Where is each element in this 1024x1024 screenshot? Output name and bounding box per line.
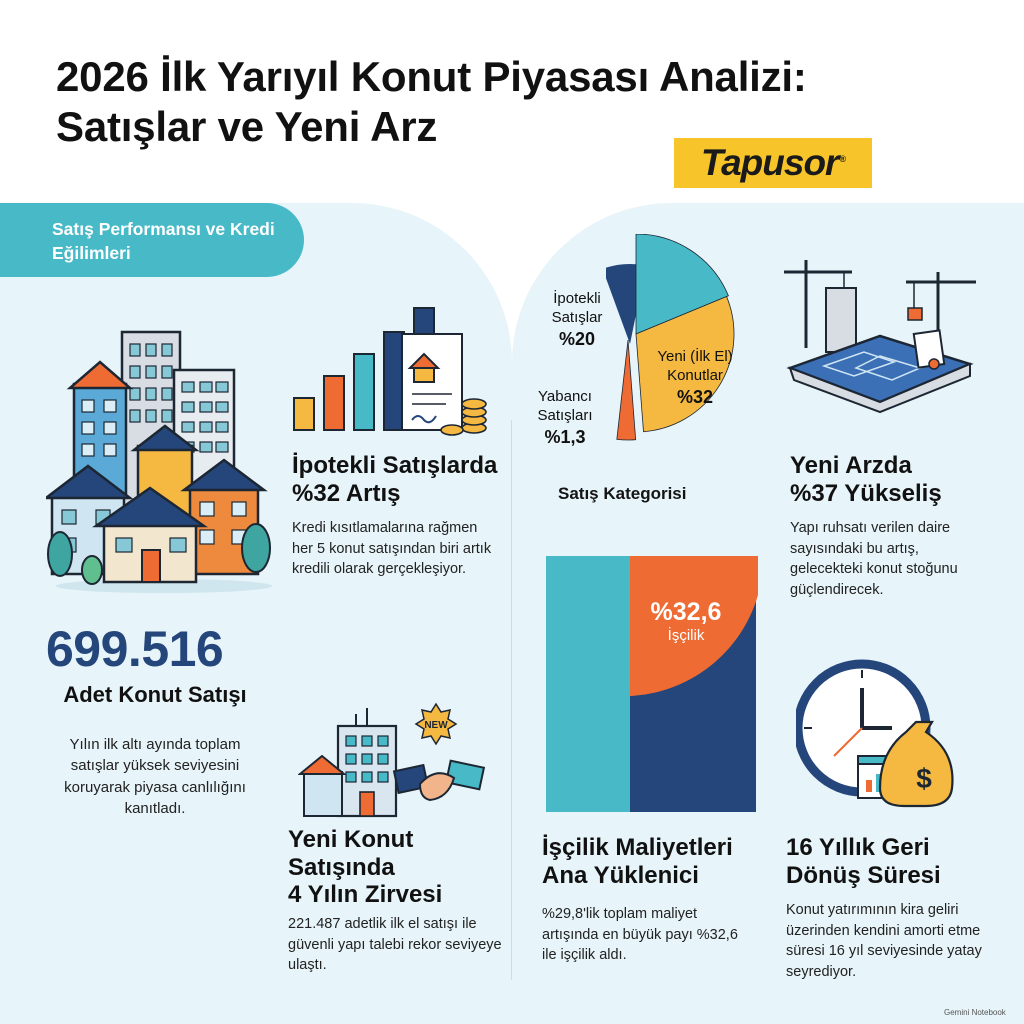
mortgage-title: İpotekli Satışlarda %32 Artış	[292, 452, 498, 507]
supply-description: Yapı ruhsatı verilen daire sayısındaki bu artış, gelecekteki konut stoğunu güçlendirecek.	[790, 520, 958, 598]
sales-total-number: 699.516	[46, 621, 224, 677]
sales-category-pie-chart	[606, 234, 776, 456]
sales-category-caption: Satış Kategorisi	[558, 484, 687, 503]
clock-money-illustration	[796, 656, 960, 814]
pie-label-new-homes: Yeni (İlk El) Konutlar %32	[657, 348, 733, 407]
new-home-title: Yeni Konut Satışında 4 Yılın Zirvesi	[288, 826, 443, 909]
pie-slice-2	[617, 340, 636, 440]
city-buildings-illustration	[46, 326, 272, 594]
pie-label-foreign: Yabancı Satışları %1,3	[537, 388, 593, 447]
labor-total-bar	[546, 556, 630, 812]
svg-text:$: $	[916, 763, 932, 794]
tapusor-logo	[674, 138, 872, 188]
new-home-handshake-illustration	[298, 702, 488, 820]
labor-value: %32,6 İşçilik	[650, 598, 722, 644]
sales-total-description: Yılın ilk altı ayında toplam satışlar yüksek seviyesini koruyarak piyasa canlılığını kanıtladı.	[64, 736, 246, 817]
payback-description: Konut yatırımının kira geliri üzerinden kendini amorti etme süresi 16 yıl seviyesinde yatay seyrediyor.	[786, 902, 982, 980]
new-badge: NEW	[424, 720, 448, 731]
payback-title: 16 Yıllık Geri Dönüş Süresi	[786, 834, 941, 889]
new-home-description: 221.487 adetlik ilk el satışı ile güvenli yapı talebi rekor seviyeye ulaştı.	[288, 916, 502, 974]
labor-cost-chart	[544, 540, 758, 814]
title-line-1: 2026 İlk Yarıyıl Konut Piyasası Analizi:	[56, 53, 807, 100]
logo-text: Tapusor®	[700, 142, 846, 183]
footer-credit: Gemini Notebook	[944, 1008, 1006, 1017]
supply-title: Yeni Arzda %37 Yükseliş	[790, 452, 942, 507]
construction-blueprint-illustration	[784, 252, 976, 428]
labor-description: %29,8'lik toplam maliyet artışında en büyük payı %32,6 ile işçilik aldı.	[542, 906, 738, 964]
title-line-2: Satışlar ve Yeni Arz	[56, 103, 438, 151]
sales-total-label: Adet Konut Satışı	[63, 682, 247, 707]
mortgage-growth-illustration	[290, 304, 490, 440]
pie-label-mortgage: İpotekli Satışlar %20	[551, 290, 603, 349]
mortgage-description: Kredi kısıtlamalarına rağmen her 5 konut satışından biri artık kredili olarak gerçekleşiyor.	[292, 520, 492, 578]
labor-title: İşçilik Maliyetleri Ana Yüklenici	[542, 834, 733, 889]
section-label: Satış Performansı ve Kredi Eğilimleri	[52, 219, 275, 263]
